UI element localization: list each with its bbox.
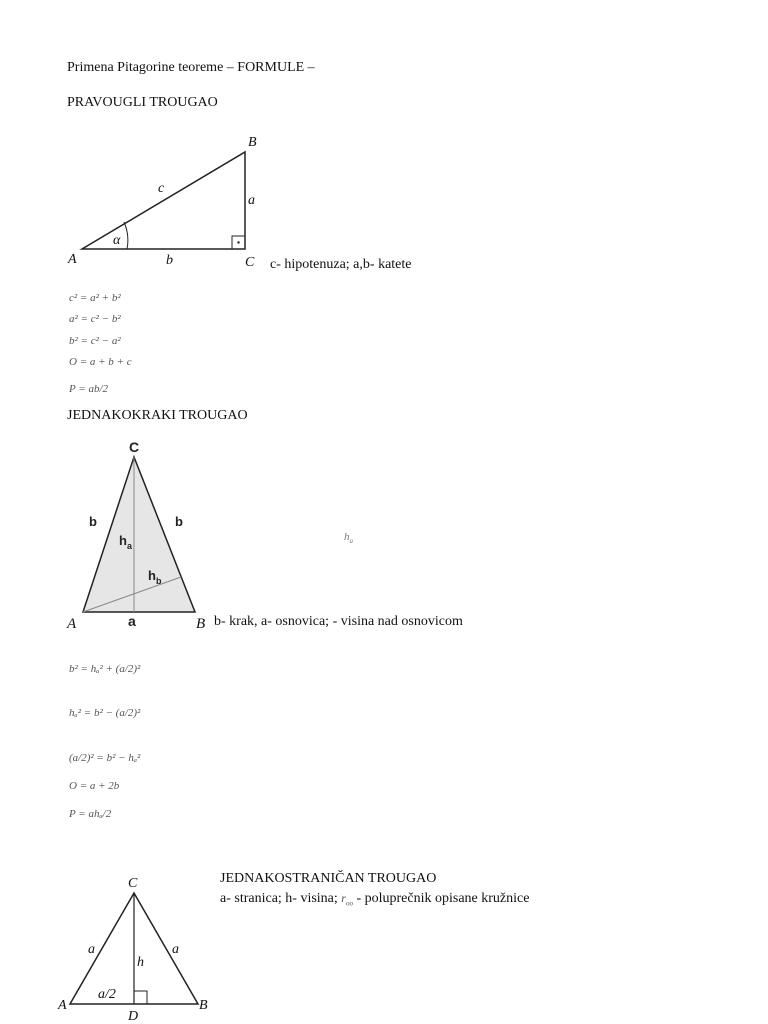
iso-vertex-c-label: C xyxy=(129,439,140,455)
formula-c-squared: c² = a² + b² xyxy=(69,292,121,304)
vertex-c-label: C xyxy=(245,255,255,270)
side-a-label: a xyxy=(248,193,255,208)
formula-iso-area: P = ahₐ/2 xyxy=(69,808,112,820)
iso-height-a-label: $h_a$ xyxy=(119,533,132,551)
eq-half-base-label: a/2 xyxy=(98,987,116,1002)
iso-height-b-label: $h_b$ xyxy=(148,568,162,586)
vertex-b-label: B xyxy=(248,135,257,150)
circumradius-symbol: $r_{oo}$ xyxy=(341,891,353,908)
iso-side-right-label: b xyxy=(175,514,183,529)
formula-iso-half-a-squared: (a/2)² = b² − hₐ² xyxy=(69,752,141,764)
side-c-label: c xyxy=(158,181,165,196)
eq-foot-d-label: D xyxy=(128,1009,139,1024)
formula-iso-ha-squared: hₐ² = b² − (a/2)² xyxy=(69,707,141,719)
section-title-right-triangle: PRAVOUGLI TROUGAO xyxy=(67,95,218,110)
iso-vertex-b-label: B xyxy=(196,616,206,632)
equilateral-caption-pre: a- stranica; h- visina; xyxy=(220,891,338,906)
right-triangle-caption: c- hipotenuza; a,b- katete xyxy=(270,257,412,272)
side-b-label: b xyxy=(166,253,173,268)
formula-b-squared: b² = c² − a² xyxy=(69,335,121,347)
eq-vertex-c-label: C xyxy=(128,876,138,891)
iso-side-left-label: b xyxy=(89,514,97,529)
equilateral-right-angle-marker xyxy=(134,991,147,1004)
eq-side-left-label: a xyxy=(88,942,95,957)
eq-side-right-label: a xyxy=(172,942,179,957)
section-title-equilateral: JEDNAKOSTRANIČAN TROUGAO xyxy=(220,871,437,886)
equilateral-caption-post: - poluprečnik opisane kružnice xyxy=(356,891,530,906)
document-heading: Primena Pitagorine teoreme – FORMULE – xyxy=(67,60,315,75)
isosceles-caption: b- krak, a- osnovica; - visina nad osnovicom xyxy=(214,614,463,629)
floating-h-a-symbol: $h_a$ xyxy=(344,531,353,545)
iso-base-label: a xyxy=(128,613,136,629)
formula-perimeter: O = a + b + c xyxy=(69,356,132,368)
eq-vertex-b-label: B xyxy=(199,998,208,1013)
eq-height-label: h xyxy=(137,955,144,970)
formula-a-squared: a² = c² − b² xyxy=(69,313,121,325)
vertex-a-label: A xyxy=(68,252,77,267)
formula-iso-b-squared: b² = hₐ² + (a/2)² xyxy=(69,663,141,675)
angle-alpha-label: α xyxy=(113,233,121,248)
eq-vertex-a-label: A xyxy=(58,998,67,1013)
formula-area: P = ab/2 xyxy=(69,383,108,395)
formula-iso-perimeter: O = a + 2b xyxy=(69,780,120,792)
iso-vertex-a-label: A xyxy=(67,616,77,632)
section-title-isosceles: JEDNAKOKRAKI TROUGAO xyxy=(67,408,248,423)
